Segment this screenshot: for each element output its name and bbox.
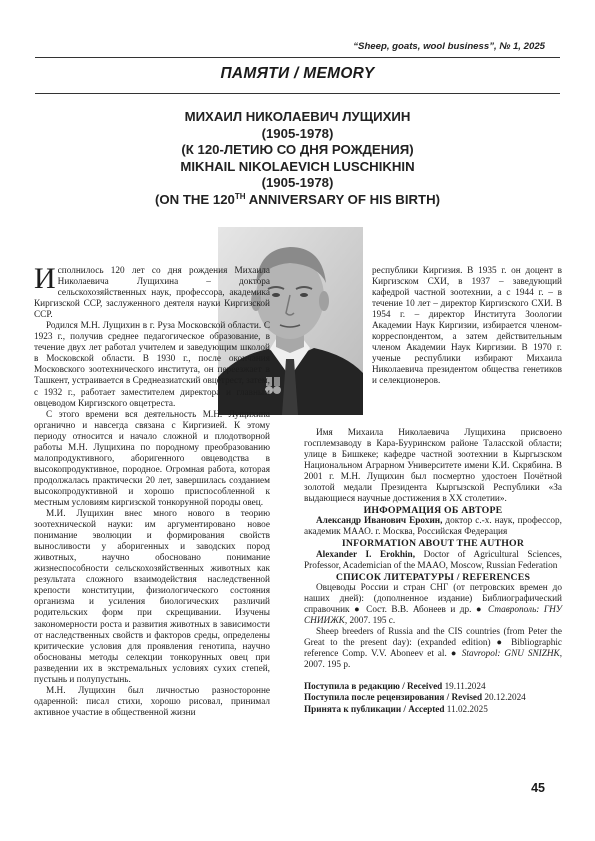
paragraph: М.Н. Лущихин был личностью разносторонне одаренной: писал стихи, хорошо рисовал, принимал активное участие в общественной жизни [34, 685, 270, 718]
reference-text: Овцеводы России и стран СНГ (от петровских времен до наших дней): (дополненное издание) Библиографический справочник ● Сост. В.В. Абонеев и др. ● [304, 582, 562, 615]
revised-date [304, 692, 562, 703]
revised-value: 20.12.2024 [482, 692, 526, 703]
paragraph [34, 262, 270, 321]
paragraph-text: сполнилось 120 лет со дня рождения Михаила Николаевича Лущихина – доктора сельскохозяйственных наук, профессора, академика Киргизской ССР, заслуженного деятеля науки Киргизской ССР. [34, 266, 270, 321]
author-details-en: Doctor of Agricultural Sciences, Professor, Academician of the MAAO, Moscow, Russian Federation [304, 549, 562, 571]
author-details-ru: доктор с.-х. наук, профессор, академик МААО. г. Москва, Российская Федерация [304, 516, 562, 538]
title-ru-line: (К 120-ЛЕТИЮ СО ДНЯ РОЖДЕНИЯ) [181, 142, 414, 158]
received-date [304, 681, 562, 692]
title-ru-line: МИХАИЛ НИКОЛАЕВИЧ ЛУЩИХИН [184, 109, 411, 124]
author-name-ru: Александр Иванович Ерохин, [316, 516, 443, 527]
paragraph: республики Киргизия. В 1935 г. он доцент в Киргизском СХИ, в 1937 – заведующий кафедрой частной зоотехнии, а с 1944 г. – в течение 10 лет – директор Киргизского СХИ. В 1954 г. – директор Института Зоологии Академии Наук Киргизии, избирается членом-корреспондентом, а затем действительным членом Академии Наук Киргизии. В 1970 г. ученые республики избирают Михаила Николаевича президентом общества генетиков и селекционеров. [372, 266, 562, 387]
reference-item [304, 627, 562, 671]
received-label: Поступила в редакцию / Received [304, 681, 443, 692]
article-title [60, 109, 535, 209]
drop-cap: И [34, 262, 56, 295]
accepted-date [304, 704, 562, 715]
paragraph: С этого времени вся деятельность М.Н. Лущихина органично и навсегда связана с Киргизией. К этому периоду относится и начало сложной и плодотворной работы М.Н. Лущихина по породному преобразованию малопродуктивного, аборигенного овцеводства в высокопродуктивное, породное. Огромная работа, которая продолжалась практически 20 лет, завершилась созданием высокопродуктивной и хорошо приспособленной к местным условиям киргизской тонкорунной породы овец. [34, 409, 270, 508]
reference-item [304, 583, 562, 627]
section-rule [35, 93, 560, 94]
received-value: 19.11.2024 [442, 681, 486, 692]
paragraph: Родился М.Н. Лущихин в г. Руза Московской области. С 1923 г., получив среднее педагогическое образование, в течение двух лет работал учителем и заведующим школой в Московской области. В 1930 г., после окончания Московского зоотехнического института, он переезжает в Ташкент, устраивается в Среднеазиатский овцетрест, затем, с 1932 г., работает заместителем директора и главным овцеводом Киргизского овцетреста. [34, 321, 270, 409]
title-en-superscript: TH [234, 191, 246, 201]
header-rule [35, 57, 560, 58]
author-name-en: Alexander I. Erokhin, [316, 549, 416, 560]
reference-publisher: Ставрополь: ГНУ СНИИЖК, [304, 604, 562, 626]
reference-publisher: Stavropol: GNU SNIZHK, [461, 648, 562, 659]
title-en-line: MIKHAIL NIKOLAEVICH LUSCHIKHIN [180, 158, 415, 174]
title-en-line: (1905-1978) [261, 175, 334, 191]
section-title: ПАМЯТИ / MEMORY [220, 65, 375, 82]
title-en-part: (ON THE 120 [155, 191, 235, 207]
submission-dates [304, 681, 562, 715]
right-column [304, 428, 562, 715]
right-column-top [372, 266, 562, 388]
page-number: 45 [531, 781, 545, 795]
reference-text: Sheep breeders of Russia and the CIS countries (from Peter the Great to the present day): (expanded edition) ● Bibliographic reference Comp. V.V. Aboneev et al. ● [304, 626, 562, 659]
author-info-heading-en: INFORMATION ABOUT THE AUTHOR [341, 538, 525, 550]
title-ru-line: (1905-1978) [261, 125, 334, 141]
paragraph: М.И. Лущихин внес много нового в теорию зоотехнической науки: им аргументировано новое понимание эволюции и формирования свойств выносливости у аборигенных и заводских пород животных, научно обосновано понимание жизнеспособности сельскохозяйственных животных как результата сложного взаимодействия наследственной крепости конституции, физиологического состояния организма и усиления биологических различий родительских форм при скрещивании. Изучены закономерности роста и развития животных в зависимости от наследственных свойств и факторов среды, определены критические условия для проявления генотипа, научно обоснованы методы селекции тонкорунных овец при разведении их в экстремальных условиях сухих степей, пустынь и полупустынь. [34, 509, 270, 685]
references-heading: СПИСОК ЛИТЕРАТУРЫ / REFERENCES [335, 571, 531, 583]
title-en-part: ANNIVERSARY OF HIS BIRTH) [245, 191, 440, 207]
author-info-ru [304, 516, 562, 538]
reference-text: 2007. 195 p. [304, 659, 351, 670]
title-en-line [60, 192, 535, 209]
author-info-en [304, 550, 562, 572]
journal-header: “Sheep, goats, wool business”, № 1, 2025 [353, 41, 545, 52]
reference-text: 2007. 195 с. [347, 615, 396, 626]
left-column [34, 262, 270, 719]
author-info-heading-ru: ИНФОРМАЦИЯ ОБ АВТОРЕ [363, 505, 503, 517]
accepted-label: Принята к публикации / Accepted [304, 703, 445, 714]
paragraph: Имя Михаила Николаевича Лущихина присвоено госплемзаводу в Кара-Бууринском районе Таласской области; улице в Бишкеке; кафедре частной зоотехнии в Кыргызском Национальном Аграрном Университете имени К.И. Скрябина. В 2001 г. М.Н. Лущихин был посмертно удостоен Почётной золотой медали Президента Кыргызской Республики «За выдающиеся научные достижения в XX столетии». [304, 428, 562, 505]
accepted-value: 11.02.2025 [444, 703, 488, 714]
revised-label: Поступила после рецензирования / Revised [304, 692, 483, 703]
